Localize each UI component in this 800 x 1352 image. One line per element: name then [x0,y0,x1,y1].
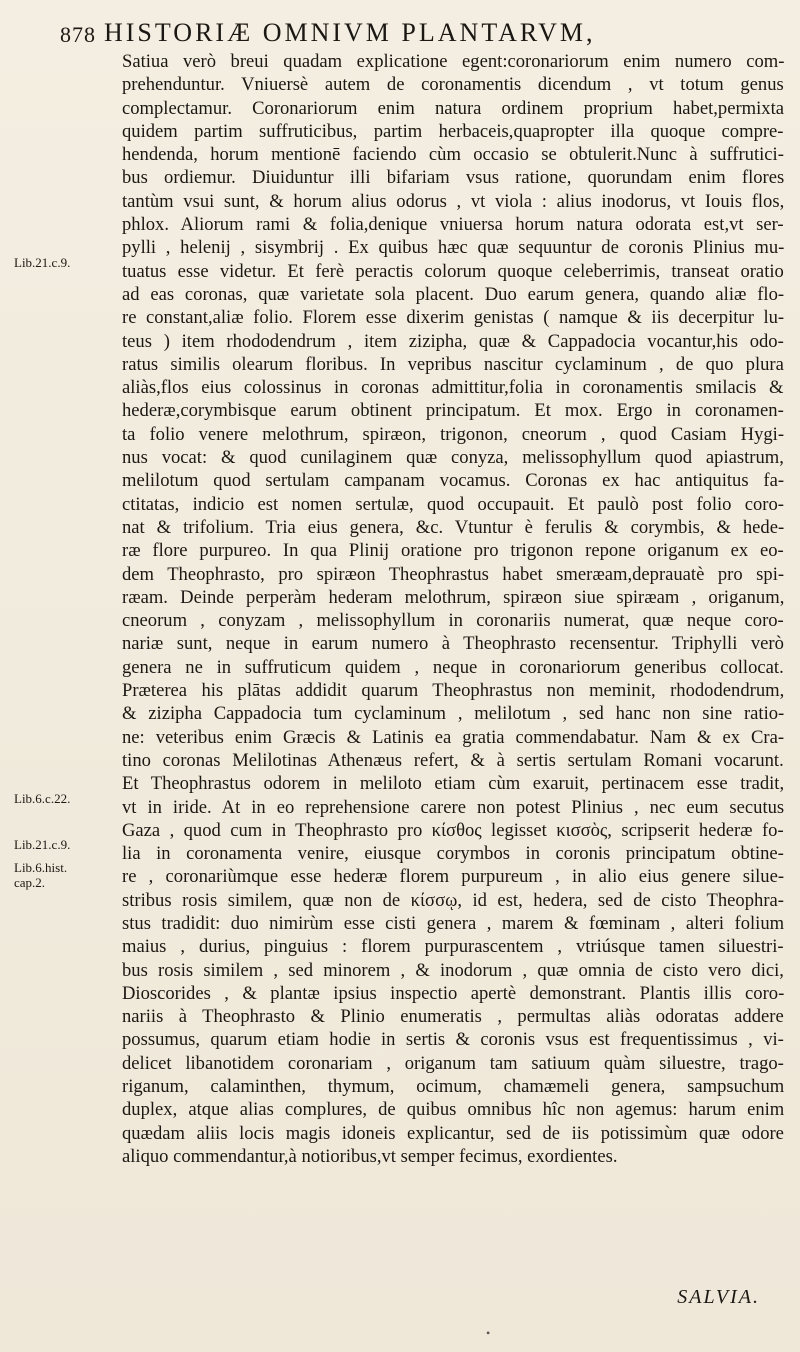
text-line: nus vocat: & quod cunilaginem quæ conyza, melissophyllum quod apiastrum, [122,447,784,469]
text-line: lia in coronamenta venire, eiusque corymbos in coronis principatum obtine- [122,843,784,865]
text-line: Præterea his plātas addidit quarum Theophrastus non meminit, rhododendrum, [122,680,784,702]
body-text [122,50,784,1168]
text-line: re constant,aliæ folio. Florem esse dixerim genistas ( namque & iis decerpitur lu- [122,307,784,329]
text-line: stus tradidit: duo nimirùm esse cisti genera , marem & fœminam , alteri folium [122,912,784,934]
text-line: tino coronas Melilotinas Athenæus refert, & à sertis sertulam Romani vocarunt. [122,749,784,771]
text-line: phlox. Aliorum rami & folia,denique vniuersa horum natura odorata est,vt ser- [122,214,784,236]
text-line: melilotum quod sertulam campanam vocamus. Coronas ex hac antiquitus fa- [122,470,784,492]
text-line: Gaza , quod cum in Theophrasto pro κίσθος legisset κισσὸς, scripserit hederæ fo- [122,819,784,841]
text-line: ratus similis olearum floribus. In vepribus nascitur cyclaminum , de quo plura [122,353,784,375]
text-line: ctitatas, indicio est nomen sertulæ, quod occupauit. Et paulò post folio coro- [122,493,784,515]
text-line: vt in iride. At in eo reprehensione carere non potest Plinius , nec eum secutus [122,796,784,818]
catchword: SALVIA. [677,1286,760,1308]
text-line: genera ne in suffruticum quidem , neque in coronariorum generibus collocat. [122,656,784,678]
text-line: aliquo commendantur,à notioribus,vt semper fecimus, exordientes. [122,1145,618,1167]
margin-note: Lib.21.c.9. [14,255,71,270]
text-line: bus ordiemur. Diuiduntur illi bifariam vsus ratione, quorundam enim flores [122,167,784,189]
text-line: complectamur. Coronariorum enim natura ordinem proprium habet,permixta [122,97,784,119]
running-head: HISTORIÆ OMNIVM PLANTARVM, [104,18,596,47]
text-line: delicet libanotidem coronariam , origanum tam satiuum quàm siluestre, trago- [122,1052,784,1074]
text-line: prehenduntur. Vniuersè autem de coronamentis dicendum , vt totum genus [122,74,784,96]
text-line: ad eas coronas, quæ varietate sola placent. Duo earum genera, quando aliæ flo- [122,283,784,305]
text-line: tantùm vsui sunt, & horum alius odorus , vt viola : alius inodorus, vt Iouis flos, [122,190,784,212]
text-line: duplex, atque alias complures, de quibus omnibus hîc non agemus: harum enim [122,1099,784,1121]
text-line: hendenda, horum mentionē faciendo cùm occasio se obtulerit.Nunc à suffrutici- [122,144,784,166]
ink-speck: • [486,1326,491,1340]
margin-note: Lib.6.c.22. [14,791,71,806]
text-line: nariis à Theophrasto & Plinio enumeratis , permultas aliàs odoratas addere [122,1006,784,1028]
text-line: bus rosis similem , sed minorem , & inodorum , quæ omnia de cisto vero dici, [122,959,784,981]
text-line: ræ flore purpureo. In qua Plinij oratione pro trigonon repone origanum ex eo- [122,540,784,562]
text-line: ta folio venere melothrum, spiræon, trigonon, cneorum , quod Casiam Hygi- [122,423,784,445]
text-line: riganum, calaminthen, thymum, ocimum, chamæmeli genera, sampsuchum [122,1076,784,1098]
text-line: pylli , helenij , sisymbrij . Ex quibus hæc quæ sequuntur de coronis Plinius mu- [122,237,784,259]
text-line: nat & trifolium. Tria eius genera, &c. Vtuntur è ferulis & corymbis, & hede- [122,516,784,538]
text-line: Dioscorides , & plantæ ipsius inspectio apertè demonstrant. Plantis illis coro- [122,982,784,1004]
text-line: tuatus esse videtur. Et ferè peractis colorum quoque celeberrimis, transeat oratio [122,260,784,282]
text-line: hederæ,corymbisque earum obtinent principatum. Et mox. Ergo in coronamen- [122,400,784,422]
text-line: quidem partim suffruticibus, partim herbaceis,quapropter illa quoque compre- [122,120,784,142]
text-line: & zizipha Cappadocia tum cyclaminum , melilotum , sed hanc non sine ratio- [122,703,784,725]
text-line: re , coronariùmque esse hederæ florem purpureum , in alio eius genere silue- [122,866,784,888]
text-line: Satiua verò breui quadam explicatione egent:coronariorum enim numero com- [122,51,784,72]
margin-note: Lib.21.c.9. [14,837,71,852]
text-line: teus ) item rhododendrum , item zizipha, quæ & Cappadocia vocantur,his odo- [122,330,784,352]
page-header [60,16,780,50]
text-line: possumus, quarum etiam hodie in sertis & coronis vsus est frequentissimus , vi- [122,1029,784,1051]
text-line: ne: veteribus enim Græcis & Latinis ea gratia commendabatur. Nam & ex Cra- [122,726,784,748]
text-line: Et Theophrastus odorem in meliloto etiam cùm exaruit, pertinacem esse tradit, [122,773,784,795]
text-line: dem Theophrasto, pro spiræon Theophrastus habet smeræam,deprauatè pro spi- [122,563,784,585]
text-line: aliàs,flos eius colossinus in coronas admittitur,folia in coronamentis smilacis & [122,377,784,399]
text-line: cneorum , conyzam , melissophyllum in coronariis numerat, quæ neque coro- [122,610,784,632]
text-line: nariæ sunt, neque in earum numero à Theophrasto recensentur. Triphylli verò [122,633,784,655]
text-line: quædam aliis locis magis idoneis explicantur, sed de iis potissimùm quæ odore [122,1122,784,1144]
page-number: 878 [60,22,96,47]
margin-note: Lib.6.hist. cap.2. [14,860,68,890]
text-line: stribus rosis similem, quæ non de κίσσῳ, id est, hedera, sed de cisto Theophra- [122,889,784,911]
text-line: maius , durius, pinguius : florem purpurascentem , vtriúsque tamen siluestri- [122,936,784,958]
text-line: ræam. Deinde perperàm hederam melothrum, spiræon siue spiræam , origanum, [122,586,784,608]
